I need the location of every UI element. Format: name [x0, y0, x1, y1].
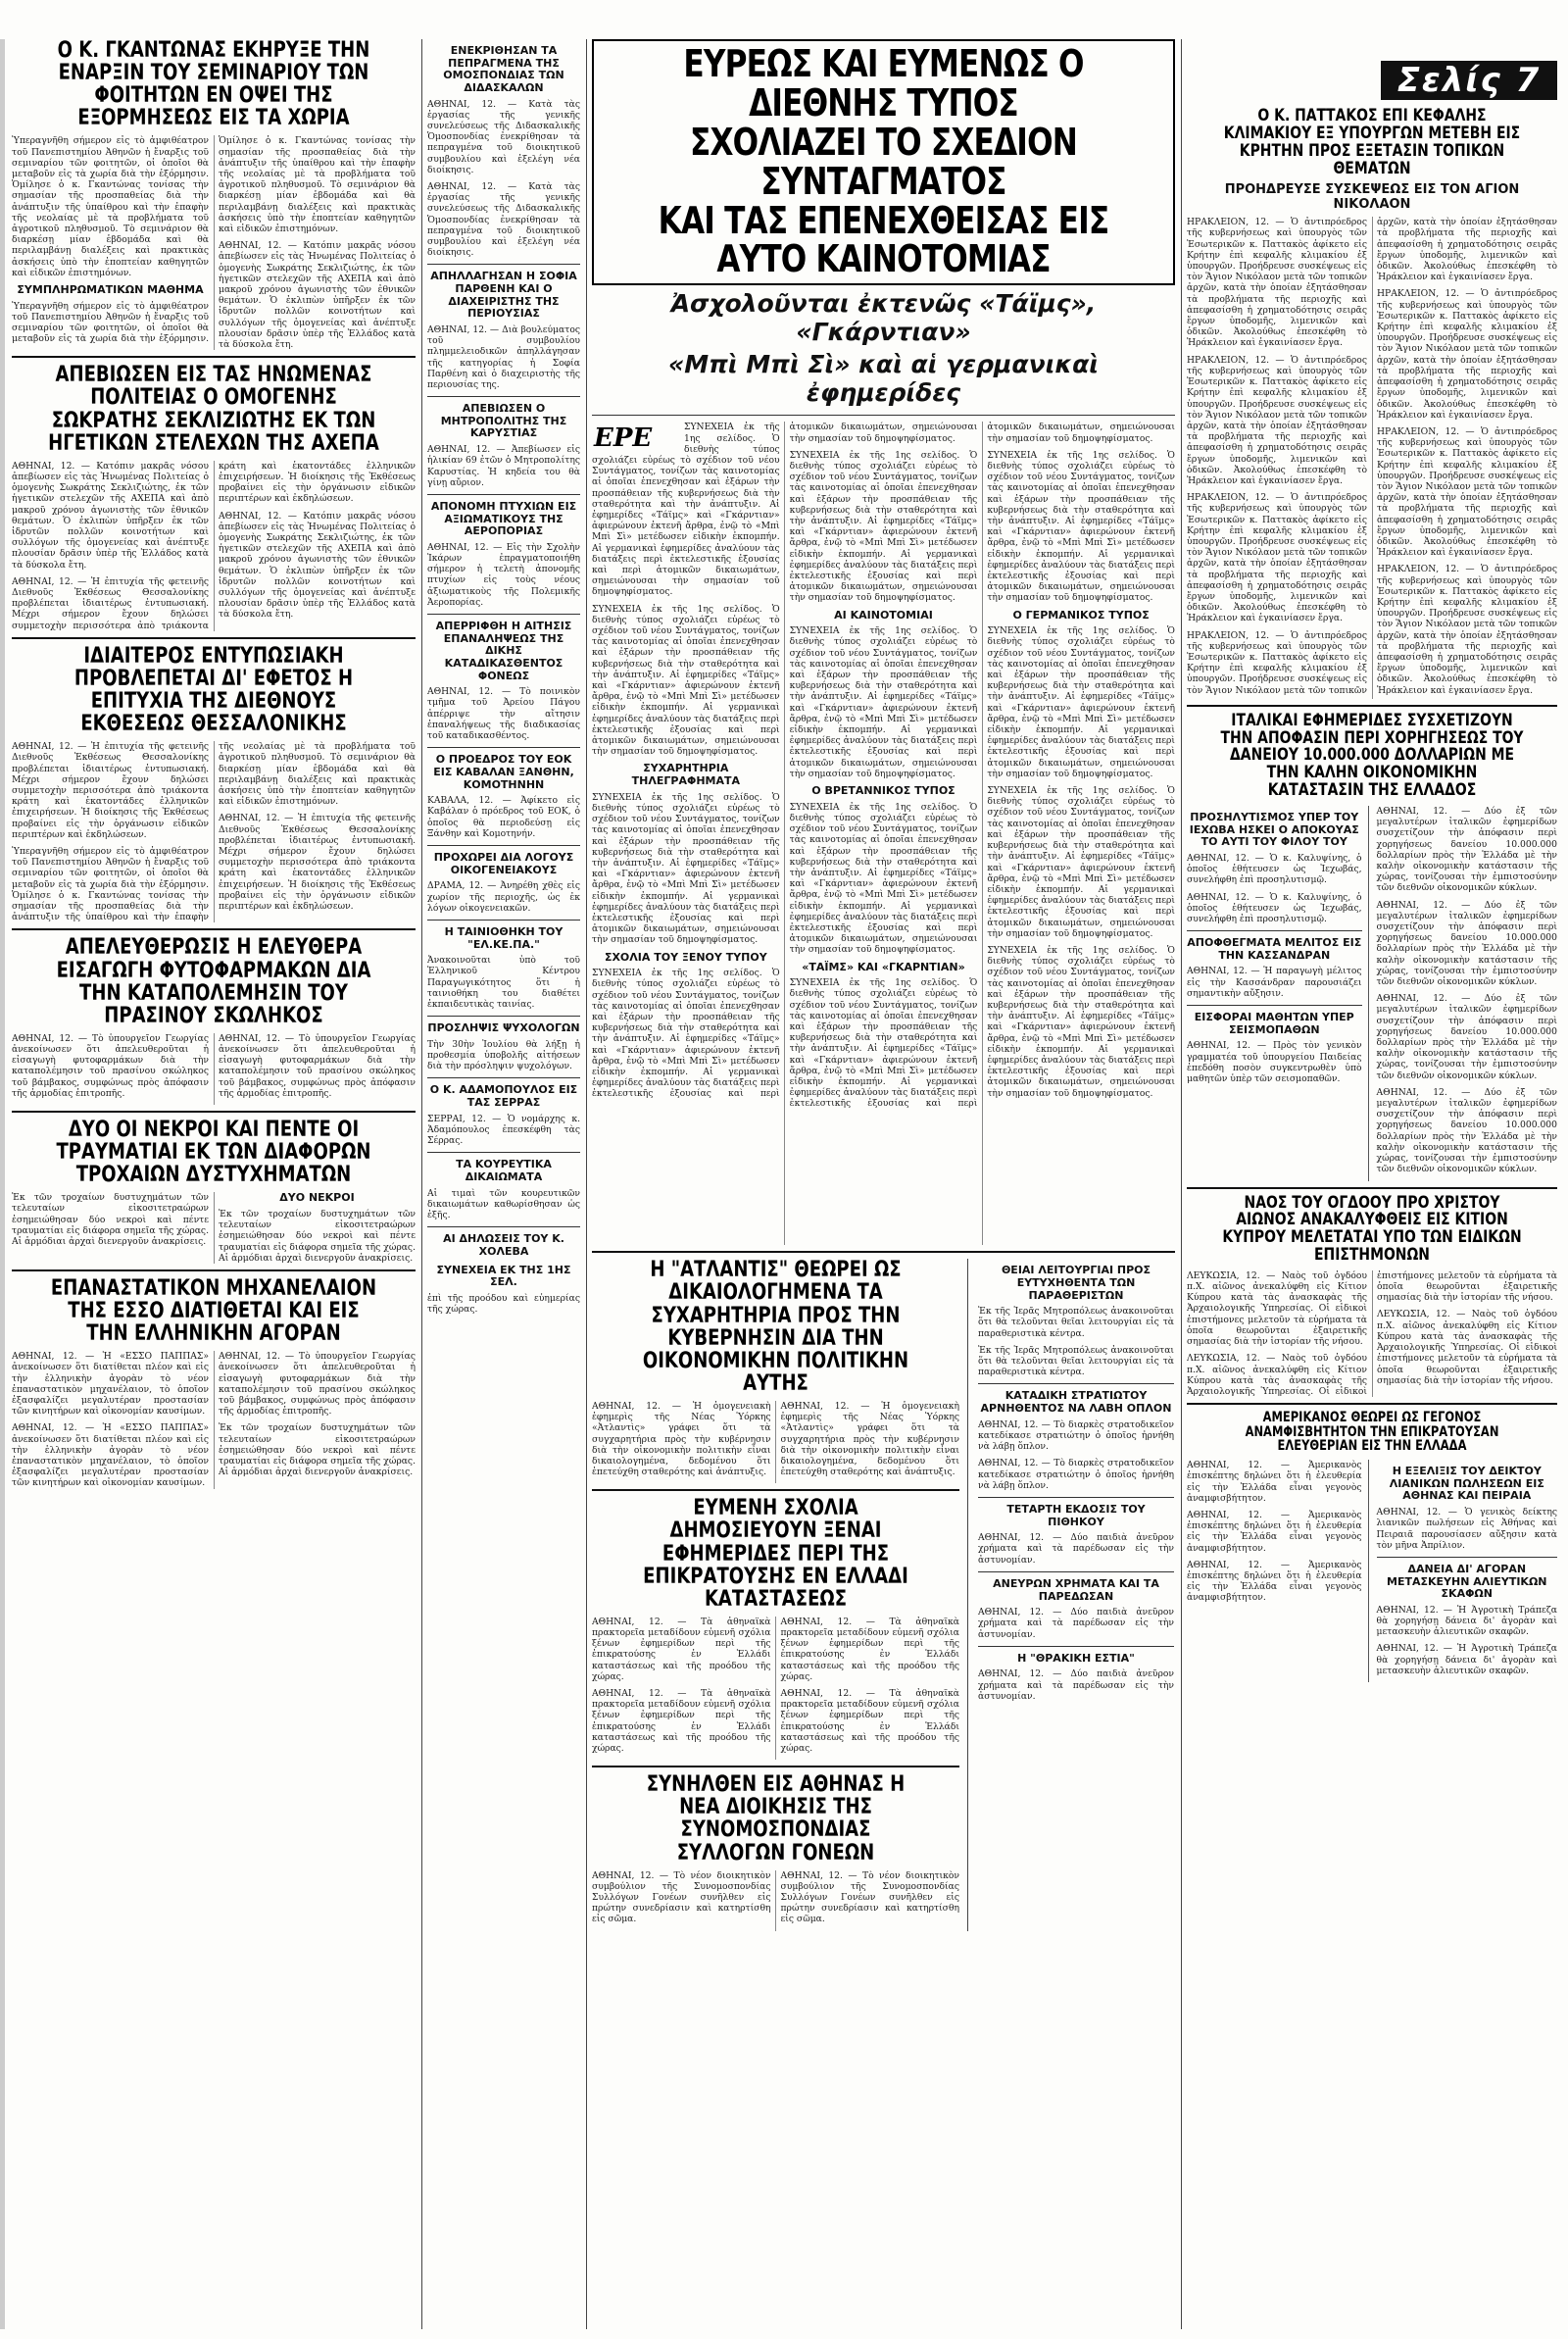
article-body: ΗΡΑΚΛΕΙΟΝ, 12. — Ὁ ἀντιπρόεδρος τῆς κυβερνήσεως καὶ ὑπουργὸς τῶν Ἐσωτερικῶν κ. Παττακὸς ἀφίκετο εἰς Κρήτην ἐπὶ κεφαλῆς κλιμακίου ἐξ ὑπουργῶν. Προήδρευσε συσκέψεως εἰς τὸν Ἅγιον Νικόλαον μετὰ τῶν τοπικῶν ἀρχῶν, κατὰ τὴν ὁποίαν ἐξητάσθησαν τὰ προβλήματα τῆς περιοχῆς καὶ ἀπεφασίσθη ἡ χρηματοδότησις σειρᾶς ἔργων ὑποδομῆς, λιμενικῶν καὶ ὁδικῶν. Ἀκολούθως ἐπεσκέφθη τὸ Ἡράκλειον καὶ ἐγκαινίασεν ἔργα.	[1377, 425, 1557, 559]
article-body: ΑΘΗΝΑΙ, 12. — Κατόπιν μακρᾶς νόσου ἀπεβίωσεν εἰς τὰς Ἡνωμένας Πολιτείας ὁ ὁμογενὴς Σωκράτης Σεκλιζιώτης, ἐκ τῶν ἡγετικῶν στελεχῶν τῆς ΑΧΕΠΑ καὶ ἀπὸ μακροῦ χρόνου ἀγωνιστὴς τῶν ἐθνικῶν θεμάτων. Ὁ ἐκλιπὼν ὑπῆρξεν ἐκ τῶν ἱδρυτῶν πολλῶν κοινοτήτων καὶ συλλόγων τῆς ὁμογενείας καὶ ἀνέπτυξε πλουσίαν δρᾶσιν ὑπὲρ τῆς Ἑλλάδος κατὰ τὰ δύσκολα ἔτη.	[219, 510, 416, 621]
article-body: ΗΡΑΚΛΕΙΟΝ, 12. — Ὁ ἀντιπρόεδρος τῆς κυβερνήσεως καὶ ὑπουργὸς τῶν Ἐσωτερικῶν κ. Παττακὸς ἀφίκετο εἰς Κρήτην ἐπὶ κεφαλῆς κλιμακίου ἐξ ὑπουργῶν. Προήδρευσε συσκέψεως εἰς τὸν Ἅγιον Νικόλαον μετὰ τῶν τοπικῶν ἀρχῶν, κατὰ τὴν ὁποίαν ἐξητάσθησαν τὰ προβλήματα τῆς περιοχῆς καὶ ἀπεφασίσθη ἡ χρηματοδότησις σειρᾶς ἔργων ὑποδομῆς, λιμενικῶν καὶ ὁδικῶν. Ἀκολούθως ἐπεσκέφθη τὸ Ἡράκλειον καὶ ἐγκαινίασεν ἔργα.	[1377, 288, 1557, 421]
column-rule	[1181, 39, 1182, 2329]
lead-headline-line: ΕΥΡΕΩΣ ΚΑΙ ΕΥΜΕΝΩΣ Ο ΔΙΕΘΝΗΣ ΤΥΠΟΣ	[683, 42, 1084, 124]
article-body: ΑΘΗΝΑΙ, 12. — Ἡ ἐπιτυχία τῆς φετεινῆς Διεθνοῦς Ἐκθέσεως Θεσσαλονίκης προβλέπεται ἰδιαιτέρως ἐντυπωσιακή. Μέχρι σήμερον ἔχουν δηλώσει συμμετοχὴν περισσότερα ἀπὸ τριάκοντα κράτη καὶ ἑκατοντάδες ἑλληνικῶν ἐπιχειρήσεων. Ἡ διοίκησις τῆς Ἐκθέσεως προβαίνει εἰς τὴν ὀργάνωσιν εἰδικῶν περιπτέρων καὶ ἐκδηλώσεων.	[219, 813, 416, 912]
article-body: Ἐκ τῆς Ἱερᾶς Μητροπόλεως ἀνακοινοῦται ὅτι θὰ τελοῦνται θεῖαι λειτουργίαι εἰς τὰ παραθεριστικὰ κέντρα.	[978, 1306, 1174, 1339]
article-body: ΔΡΑΜΑ, 12. — Ἀνηρέθη χθὲς εἰς χωρίον τῆς περιοχῆς, ὡς ἐκ λόγων οἰκογενειακῶν.	[427, 880, 580, 914]
article-body: ΑΘΗΝΑΙ, 12. — Ἡ Ἀγροτικὴ Τράπεζα θὰ χορηγήσῃ δάνεια δι' ἀγορὰν καὶ μετασκευὴν ἁλιευτικῶν σκαφῶν.	[1376, 1604, 1557, 1638]
lead-story	[592, 422, 1175, 1245]
article-body: ΑΘΗΝΑΙ, 12. — Ἡ Ἀγροτικὴ Τράπεζα θὰ χορηγήσῃ δάνεια δι' ἀγορὰν καὶ μετασκευὴν ἁλιευτικῶν σκαφῶν.	[1376, 1643, 1557, 1676]
left-column	[12, 39, 416, 2329]
article-body: ΑΘΗΝΑΙ, 12. — Ἀπεβίωσεν εἰς ἡλικίαν 69 ἐτῶν ὁ Μητροπολίτης Καρυστίας. Ἡ κηδεία του θὰ γίνῃ αὔριον.	[427, 444, 580, 488]
article-body: ΣΥΝΕΧΕΙΑ ἐκ τῆς 1ης σελίδος. Ὁ διεθνὴς τύπος σχολιάζει εὐρέως τὸ σχέδιον τοῦ νέου Συντάγματος, τονίζων τὰς καινοτομίας αἱ ὁποῖαι ἐπενεχθησαν καὶ ἐξάρων τὴν προσπάθειαν τῆς κυβερνήσεως διὰ τὴν σταθερότητα καὶ τὴν ἀνάπτυξιν. Αἱ ἐφημερίδες «Τάϊμς» καὶ «Γκάρντιαν» ἀφιερώνουν ἐκτενῆ ἄρθρα, ἐνῷ τὸ «Μπὶ Μπὶ Σὶ» μετέδωσεν εἰδικὴν ἐκπομπήν. Αἱ γερμανικαὶ ἐφημερίδες ἀναλύουν τὰς διατάξεις περὶ ἐκτελεστικῆς ἐξουσίας καὶ περὶ ἀτομικῶν δικαιωμάτων, σημειώνουσαι τὴν σημασίαν τοῦ δημοψηφίσματος.	[789, 422, 1175, 1110]
article-body: ΑΘΗΝΑΙ, 12. — Ἡ ὁμογενειακὴ ἐφημερὶς τῆς Νέας Ὑόρκης «Ἀτλαντὶς» γράφει ὅτι τὰ συγχαρητήρια πρὸς τὴν κυβέρνησιν διὰ τὴν οἰκονομικὴν πολιτικὴν εἶναι δικαιολογημένα, δεδομένου ὅτι ἐπετεύχθη σταθερότης καὶ ἀνάπτυξις.	[592, 1400, 771, 1478]
article-body: ΑΘΗΝΑΙ, 12. — Τὰ ἀθηναϊκὰ πρακτορεῖα μεταδίδουν εὐμενῆ σχόλια ξένων ἐφημερίδων περὶ τῆς ἐπικρατούσης ἐν Ἑλλάδι καταστάσεως καὶ τῆς προόδου τῆς χώρας.	[780, 1616, 959, 1682]
article-body: ΑΘΗΝΑΙ, 12. — Ἀμερικανὸς ἐπισκέπτης δηλώνει ὅτι ἡ ἐλευθερία εἰς τὴν Ἑλλάδα εἶναι γεγονὸς ἀναμφισβήτητον.	[1187, 1559, 1362, 1604]
article-body: ΗΡΑΚΛΕΙΟΝ, 12. — Ὁ ἀντιπρόεδρος τῆς κυβερνήσεως καὶ ὑπουργὸς τῶν Ἐσωτερικῶν κ. Παττακὸς ἀφίκετο εἰς Κρήτην ἐπὶ κεφαλῆς κλιμακίου ἐξ ὑπουργῶν. Προήδρευσε συσκέψεως εἰς τὸν Ἅγιον Νικόλαον μετὰ τῶν τοπικῶν ἀρχῶν, κατὰ τὴν ὁποίαν ἐξητάσθησαν τὰ προβλήματα τῆς περιοχῆς καὶ ἀπεφασίσθη ἡ χρηματοδότησις σειρᾶς ἔργων ὑποδομῆς, λιμενικῶν καὶ ὁδικῶν. Ἀκολούθως ἐπεσκέφθη τὸ Ἡράκλειον καὶ ἐγκαινίασεν ἔργα.	[1377, 564, 1557, 696]
svg-text:ΕΡΕ: ΕΡΕ	[594, 423, 653, 452]
article-body: Ἐκ τῆς Ἱερᾶς Μητροπόλεως ἀνακοινοῦται ὅτι θὰ τελοῦνται θεῖαι λειτουργίαι εἰς τὰ παραθεριστικὰ κέντρα.	[978, 1344, 1174, 1378]
right-column	[1187, 108, 1557, 2329]
article-body: ΣΥΝΕΧΕΙΑ ἐκ τῆς 1ης σελίδος. Ὁ διεθνὴς τύπος σχολιάζει εὐρέως τὸ σχέδιον τοῦ νέου Συντάγματος, τονίζων τὰς καινοτομίας αἱ ὁποῖαι ἐπενεχθησαν καὶ ἐξάρων τὴν προσπάθειαν τῆς κυβερνήσεως διὰ τὴν σταθερότητα καὶ τὴν ἀνάπτυξιν. Αἱ ἐφημερίδες «Τάϊμς» καὶ «Γκάρντιαν» ἀφιερώνουν ἐκτενῆ ἄρθρα, ἐνῷ τὸ «Μπὶ Μπὶ Σὶ» μετέδωσεν εἰδικὴν ἐκπομπήν. Αἱ γερμανικαὶ ἐφημερίδες ἀναλύουν τὰς διατάξεις περὶ ἐκτελεστικῆς ἐξουσίας καὶ περὶ ἀτομικῶν δικαιωμάτων, σημειώνουσαι τὴν σημασίαν τοῦ δημοψηφίσματος.	[592, 422, 978, 1100]
article-body: ΣΥΝΕΧΕΙΑ ἐκ τῆς 1ης σελίδος. Ὁ διεθνὴς τύπος σχολιάζει εὐρέως τὸ σχέδιον τοῦ νέου Συντάγματος, τονίζων τὰς καινοτομίας αἱ ὁποῖαι ἐπενεχθησαν καὶ ἐξάρων τὴν προσπάθειαν τῆς κυβερνήσεως διὰ τὴν σταθερότητα καὶ τὴν ἀνάπτυξιν. Αἱ ἐφημερίδες «Τάϊμς» καὶ «Γκάρντιαν» ἀφιερώνουν ἐκτενῆ ἄρθρα, ἐνῷ τὸ «Μπὶ Μπὶ Σὶ» μετέδωσεν εἰδικὴν ἐκπομπήν. Αἱ γερμανικαὶ ἐφημερίδες ἀναλύουν τὰς διατάξεις περὶ ἐκτελεστικῆς ἐξουσίας καὶ περὶ ἀτομικῶν δικαιωμάτων, σημειώνουσαι τὴν σημασίαν τοῦ δημοψηφίσματος.	[592, 422, 780, 598]
article-body: ΑΘΗΝΑΙ, 12. — Ὁ κ. Καλυψίνης, ὁ ὁποῖος ἐθήτευσεν ὡς Ἰεχωβάς, συνελήφθη ἐπὶ προσηλυτισμῷ.	[1187, 891, 1362, 924]
lead-subheadline: «Μπὶ Μπὶ Σὶ» καὶ αἱ γερμανικαὶ ἐφημερίδες	[667, 350, 1100, 408]
article-body: Ὑπεραγνῆθη σήμερον εἰς τὸ ἀμφιθέατρον τοῦ Πανεπιστημίου Ἀθηνῶν ἡ ἔναρξις τοῦ σεμιναρίου τῶν φοιτητῶν, οἱ ὁποῖοι θὰ μεταβοῦν εἰς τὰ χωρία διὰ τὴν ἐξόρμησιν. Ὁμίλησε ὁ κ. Γκαντώνας τονίσας τὴν σημασίαν τῆς προσπαθείας διὰ τὴν ἀνάπτυξιν τῆς ὑπαίθρου καὶ τὴν ἐπαφὴν τῆς νεολαίας μὲ τὰ προβλήματα τοῦ ἀγροτικοῦ πληθυσμοῦ. Τὸ σεμινάριον θὰ διαρκέσῃ μίαν ἑβδομάδα καὶ θὰ περιλαμβάνῃ διαλέξεις καὶ πρακτικὰς ἀσκήσεις ὑπὸ τὴν ἐποπτείαν καθηγητῶν καὶ εἰδικῶν ἐπιστημόνων.	[12, 135, 416, 345]
article-body: ΑΘΗΝΑΙ, 12. — Ὁ κ. Καλυψίνης, ὁ ὁποῖος ἐθήτευσεν ὡς Ἰεχωβάς, συνελήφθη ἐπὶ προσηλυτισμῷ.	[1187, 852, 1362, 886]
subheading: ΣΥΧΑΡΗΤΗΡΙΑ ΤΗΛΕΓΡΑΦΗΜΑΤΑ	[631, 762, 740, 788]
headline-liturgies: ΘΕΙΑΙ ΛΕΙΤΟΥΡΓΙΑΙ ΠΡΟΣ ΕΥΤΥΧΗΘΕΝΤΑ ΤΩΝ ΠΑΡΑΘΕΡΙΣΤΩΝ	[1001, 1264, 1152, 1302]
headline-atlantis: Η "ΑΤΛΑΝΤΙΣ" ΘΕΩΡΕΙ ΩΣ ΔΙΚΑΙΟΛΟΓΗΜΕΝΑ ΤΑ ΣΥΧΑΡΗΤΗΡΙΑ ΠΡΟΣ ΤΗΝ ΚΥΒΕΡΝΗΣΙΝ ΔΙΑ ΤΗΝ ΟΙΚΟΝΟΜΙΚΗΝ ΠΟΛΙΤΙΚΗΝ ΑΥΤΗΣ	[642, 1258, 909, 1396]
headline-elkepa: Η ΤΑΙΝΙΟΘΗΚΗ ΤΟΥ "ΕΛ.ΚΕ.ΠΑ."	[444, 924, 564, 951]
article-body: ΑΘΗΝΑΙ, 12. — Ἡ «ΕΣΣΟ ΠΑΠΠΑΣ» ἀνεκοίνωσεν ὅτι διατίθεται πλέον καὶ εἰς τὴν ἑλληνικὴν ἀγορὰν τὸ νέον ἐπαναστατικὸν μηχανέλαιον, τὸ ὁποῖον ἐξασφαλίζει μεγαλυτέραν προστασίαν τῶν κινητήρων καὶ οἰκονομίαν καυσίμων.	[12, 1351, 209, 1418]
article-body: ΑΘΗΝΑΙ, 12. — Δύο παιδιὰ ἀνεῦρον χρήματα καὶ τὰ παρέδωσαν εἰς τὴν ἀστυνομίαν.	[978, 1532, 1174, 1566]
article-body: ΛΕΥΚΩΣΙΑ, 12. — Ναὸς τοῦ ὀγδόου π.Χ. αἰῶνος ἀνεκαλύφθη εἰς Κίτιον Κύπρου κατὰ τὰς ἀνασκαφὰς τῆς Ἀρχαιολογικῆς Ὑπηρεσίας. Οἱ εἰδικοὶ ἐπιστήμονες μελετοῦν τὰ εὑρήματα τὰ ὁποῖα θεωροῦνται ἐξαιρετικῆς σημασίας διὰ τὴν ἱστορίαν τῆς νήσου.	[1377, 1309, 1557, 1386]
article-body: Τὴν 30ὴν Ἰουλίου θὰ λήξῃ ἡ προθεσμία ὑποβολῆς αἰτήσεων διὰ τὴν πρόσληψιν ψυχολόγων.	[427, 1038, 580, 1072]
subheading: ΣΧΟΛΙΑ ΤΟΥ ΞΕΝΟΥ ΤΥΠΟΥ	[604, 950, 767, 964]
article-body: ΣΥΝΕΧΕΙΑ ἐκ τῆς 1ης σελίδος. Ὁ διεθνὴς τύπος σχολιάζει εὐρέως τὸ σχέδιον τοῦ νέου Συντάγματος, τονίζων τὰς καινοτομίας αἱ ὁποῖαι ἐπενεχθησαν καὶ ἐξάρων τὴν προσπάθειαν τῆς κυβερνήσεως διὰ τὴν σταθερότητα καὶ τὴν ἀνάπτυξιν. Αἱ ἐφημερίδες «Τάϊμς» καὶ «Γκάρντιαν» ἀφιερώνουν ἐκτενῆ ἄρθρα, ἐνῷ τὸ «Μπὶ Μπὶ Σὶ» μετέδωσεν εἰδικὴν ἐκπομπήν. Αἱ γερμανικαὶ ἐφημερίδες ἀναλύουν τὰς διατάξεις περὶ ἐκτελεστικῆς ἐξουσίας καὶ περὶ ἀτομικῶν δικαιωμάτων, σημειώνουσαι τὴν σημασίαν τοῦ δημοψηφίσματος.	[789, 625, 978, 779]
subheading: ΑΙ ΚΑΙΝΟΤΟΜΙΑΙ	[834, 608, 933, 622]
article-body: ΚΑΒΑΛΑ, 12. — Ἀφίκετο εἰς Καβάλαν ὁ πρόεδρος τοῦ ΕΟΚ, ὁ ὁποῖος θὰ περιοδεύσῃ εἰς Ξάνθην καὶ Κομοτηνήν.	[427, 795, 580, 839]
article-body: ἐπὶ τῆς προόδου καὶ εὐημερίας τῆς χώρας.	[427, 1292, 580, 1315]
headline-american-freedom: ΑΜΕΡΙΚΑΝΟΣ ΘΕΩΡΕΙ ΩΣ ΓΕΓΟΝΟΣ ΑΝΑΜΦΙΣΒΗΤΗΤΟΝ ΤΗΝ ΕΠΙΚΡΑΤΟΥΣΑΝ ΕΛΕΥΘΕΡΙΑΝ ΕΙΣ ΤΗΝ ΕΛΛΑΔΑ	[1245, 1410, 1499, 1455]
headline-fourth-edition: ΤΕΤΑΡΤΗ ΕΚΔΟΣΙΣ ΤΟΥ ΠΙΘΗΚΟΥ	[1006, 1502, 1146, 1528]
headline-soldier: ΚΑΤΑΔΙΚΗ ΣΤΡΑΤΙΩΤΟΥ ΑΡΝΗΘΕΝΤΟΣ ΝΑ ΛΑΒΗ ΟΠΛΟΝ	[980, 1389, 1172, 1416]
article-body: ΑΘΗΝΑΙ, 12. — Τὰ ἀθηναϊκὰ πρακτορεῖα μεταδίδουν εὐμενῆ σχόλια ξένων ἐφημερίδων περὶ τῆς ἐπικρατούσης ἐν Ἑλλάδι καταστάσεως καὶ τῆς προόδου τῆς χώρας.	[592, 1616, 771, 1682]
article-body: ΣΕΡΡΑΙ, 12. — Ὁ νομάρχης κ. Ἀδαμόπουλος ἐπεσκέφθη τὰς Σέρρας.	[427, 1113, 580, 1147]
article-body: ΑΘΗΝΑΙ, 12. — Τὰ ἀθηναϊκὰ πρακτορεῖα μεταδίδουν εὐμενῆ σχόλια ξένων ἐφημερίδων περὶ τῆς ἐπικρατούσης ἐν Ἑλλάδι καταστάσεως καὶ τῆς προόδου τῆς χώρας.	[780, 1688, 959, 1755]
article-body: ΑΘΗΝΑΙ, 12. — Τὸ νέον διοικητικὸν συμβούλιον τῆς Συνομοσπονδίας Συλλόγων Γονέων συνῆλθεν εἰς πρώτην συνεδρίασιν καὶ κατηρτίσθη εἰς σῶμα.	[592, 1869, 771, 1925]
continuation-label: ΣΥΝΕΧΕΙΑ ΕΚ ΤΗΣ 1ΗΣ ΣΕΛ.	[436, 1263, 571, 1289]
headline-foreign-press: ΕΥΜΕΝΗ ΣΧΟΛΙΑ ΔΗΜΟΣΙΕΥΟΥΝ ΞΕΝΑΙ ΕΦΗΜΕΡΙΔΕΣ ΠΕΡΙ ΤΗΣ ΕΠΙΚΡΑΤΟΥΣΗΣ ΕΝ ΕΛΛΑΔΙ ΚΑΤΑΣΤΑΣΕΩΣ	[643, 1496, 908, 1612]
article-body: ΑΘΗΝΑΙ, 12. — Ἡ παραγωγὴ μέλιτος εἰς τὴν Κασσάνδραν παρουσιάζει σημαντικὴν αὔξησιν.	[1187, 966, 1362, 999]
article-body: ΣΥΝΕΧΕΙΑ ἐκ τῆς 1ης σελίδος. Ὁ διεθνὴς τύπος σχολιάζει εὐρέως τὸ σχέδιον τοῦ νέου Συντάγματος, τονίζων τὰς καινοτομίας αἱ ὁποῖαι ἐπενεχθησαν καὶ ἐξάρων τὴν προσπάθειαν τῆς κυβερνήσεως διὰ τὴν σταθερότητα καὶ τὴν ἀνάπτυξιν. Αἱ ἐφημερίδες «Τάϊμς» καὶ «Γκάρντιαν» ἀφιερώνουν ἐκτενῆ ἄρθρα, ἐνῷ τὸ «Μπὶ Μπὶ Σὶ» μετέδωσεν εἰδικὴν ἐκπομπήν. Αἱ γερμανικαὶ ἐφημερίδες ἀναλύουν τὰς διατάξεις περὶ ἐκτελεστικῆς ἐξουσίας καὶ περὶ ἀτομικῶν δικαιωμάτων, σημειώνουσαι τὴν σημασίαν τοῦ δημοψηφίσματος.	[592, 603, 780, 758]
subheading: ΠΡΟΗΔΡΕΥΣΕ ΣΥΣΚΕΨΕΩΣ ΕΙΣ ΤΟΝ ΑΓΙΟΝ ΝΙΚΟΛΑΟΝ	[1224, 182, 1520, 213]
article-body: ΣΥΝΕΧΕΙΑ ἐκ τῆς 1ης σελίδος. Ὁ διεθνὴς τύπος σχολιάζει εὐρέως τὸ σχέδιον τοῦ νέου Συντάγματος, τονίζων τὰς καινοτομίας αἱ ὁποῖαι ἐπενεχθησαν καὶ ἐξάρων τὴν προσπάθειαν τῆς κυβερνήσεως διὰ τὴν σταθερότητα καὶ τὴν ἀνάπτυξιν. Αἱ ἐφημερίδες «Τάϊμς» καὶ «Γκάρντιαν» ἀφιερώνουν ἐκτενῆ ἄρθρα, ἐνῷ τὸ «Μπὶ Μπὶ Σὶ» μετέδωσεν εἰδικὴν ἐκπομπήν. Αἱ γερμανικαὶ ἐφημερίδες ἀναλύουν τὰς διατάξεις περὶ ἐκτελεστικῆς ἐξουσίας καὶ περὶ ἀτομικῶν δικαιωμάτων, σημειώνουσαι τὴν σημασίαν τοῦ δημοψηφίσματος.	[987, 449, 1175, 604]
narrow-column	[427, 39, 580, 2329]
article-body: ΑΘΗΝΑΙ, 12. — Δύο ἐξ τῶν μεγαλυτέρων ἰταλικῶν ἐφημερίδων συσχετίζουν τὴν ἀπόφασιν περὶ χορηγήσεως δανείου 10.000.000 δολλαρίων πρὸς τὴν Ἑλλάδα μὲ τὴν καλὴν οἰκονομικὴν κατάστασιν τῆς χώρας, τονίζουσαι τὴν ἐμπιστοσύνην τῶν διεθνῶν οἰκονομικῶν κύκλων.	[1376, 806, 1557, 894]
article-body: ΑΘΗΝΑΙ, 12. — Δύο ἐξ τῶν μεγαλυτέρων ἰταλικῶν ἐφημερίδων συσχετίζουν τὴν ἀπόφασιν περὶ χορηγήσεως δανείου 10.000.000 δολλαρίων πρὸς τὴν Ἑλλάδα μὲ τὴν καλὴν οἰκονομικὴν κατάστασιν τῆς χώρας, τονίζουσαι τὴν ἐμπιστοσύνην τῶν διεθνῶν οἰκονομικῶν κύκλων.	[1376, 899, 1557, 988]
column-rule	[586, 39, 587, 2329]
headline-jehovah: ΠΡΟΣΗΛΥΤΙΣΜΟΣ ΥΠΕΡ ΤΟΥ ΙΕΧΩΒΑ ΗΣΚΕΙ Ο ΑΠΟΚΟΥΑΣ ΤΟ ΑΥΤΙ ΤΟΥ ΦΙΛΟΥ ΤΟΥ	[1189, 811, 1359, 849]
center-column	[592, 39, 1175, 2329]
article-body: ΗΡΑΚΛΕΙΟΝ, 12. — Ὁ ἀντιπρόεδρος τῆς κυβερνήσεως καὶ ὑπουργὸς τῶν Ἐσωτερικῶν κ. Παττακὸς ἀφίκετο εἰς Κρήτην ἐπὶ κεφαλῆς κλιμακίου ἐξ ὑπουργῶν. Προήδρευσε συσκέψεως εἰς τὸν Ἅγιον Νικόλαον μετὰ τῶν τοπικῶν ἀρχῶν, κατὰ τὴν ὁποίαν ἐξητάσθησαν τὰ προβλήματα τῆς περιοχῆς καὶ ἀπεφασίσθη ἡ χρηματοδότησις σειρᾶς ἔργων ὑποδομῆς, λιμενικῶν καὶ ὁδικῶν. Ἀκολούθως ἐπεσκέφθη τὸ Ἡράκλειον καὶ ἐγκαινίασεν ἔργα.	[1187, 492, 1367, 624]
subheading: Ο ΓΕΡΜΑΝΙΚΟΣ ΤΥΠΟΣ	[1012, 608, 1150, 622]
headline-honey: ΑΠΟΦΘΕΓΜΑΤΑ ΜΕΛΙΤΟΣ ΕΙΣ ΤΗΝ ΚΑΣΣΑΝΔΡΑΝ	[1187, 936, 1362, 962]
article-body: ΑΘΗΝΑΙ, 12. — Τὸ ὑπουργεῖον Γεωργίας ἀνεκοίνωσεν ὅτι ἀπελευθεροῦται ἡ εἰσαγωγὴ φυτοφαρμάκων διὰ τὴν καταπολέμησιν τοῦ πρασίνου σκώληκος τοῦ βάμβακος, συμφώνως πρὸς ἀπόφασιν τῆς ἁρμοδίας ἐπιτροπῆς.	[219, 1351, 416, 1418]
article-body: ΣΥΝΕΧΕΙΑ ἐκ τῆς 1ης σελίδος. Ὁ διεθνὴς τύπος σχολιάζει εὐρέως τὸ σχέδιον τοῦ νέου Συντάγματος, τονίζων τὰς καινοτομίας αἱ ὁποῖαι ἐπενεχθησαν καὶ ἐξάρων τὴν προσπάθειαν τῆς κυβερνήσεως διὰ τὴν σταθερότητα καὶ τὴν ἀνάπτυξιν. Αἱ ἐφημερίδες «Τάϊμς» καὶ «Γκάρντιαν» ἀφιερώνουν ἐκτενῆ ἄρθρα, ἐνῷ τὸ «Μπὶ Μπὶ Σὶ» μετέδωσεν εἰδικὴν ἐκπομπήν. Αἱ γερμανικαὶ ἐφημερίδες ἀναλύουν τὰς διατάξεις περὶ ἐκτελεστικῆς ἐξουσίας καὶ περὶ ἀτομικῶν δικαιωμάτων, σημειώνουσαι τὴν σημασίαν τοῦ δημοψηφίσματος.	[987, 625, 1175, 779]
ere-logo-icon	[592, 422, 678, 451]
article-body: ΑΘΗΝΑΙ, 12. — Τὸ ποινικὸν τμῆμα τοῦ Ἀρείου Πάγου ἀπέρριψε τὴν αἴτησιν ἐπαναλήψεως τῆς διαδικασίας τοῦ καταδικασθέντος.	[427, 686, 580, 742]
article-body: ΗΡΑΚΛΕΙΟΝ, 12. — Ὁ ἀντιπρόεδρος τῆς κυβερνήσεως καὶ ὑπουργὸς τῶν Ἐσωτερικῶν κ. Παττακὸς ἀφίκετο εἰς Κρήτην ἐπὶ κεφαλῆς κλιμακίου ἐξ ὑπουργῶν. Προήδρευσε συσκέψεως εἰς τὸν Ἅγιον Νικόλαον μετὰ τῶν τοπικῶν ἀρχῶν, κατὰ τὴν ὁποίαν ἐξητάσθησαν τὰ προβλήματα τῆς περιοχῆς καὶ ἀπεφασίσθη ἡ χρηματοδότησις σειρᾶς ἔργων ὑποδομῆς, λιμενικῶν καὶ ὁδικῶν. Ἀκολούθως ἐπεσκέφθη τὸ Ἡράκλειον καὶ ἐγκαινίασεν ἔργα.	[1187, 217, 1367, 349]
headline-accidents: ΔΥΟ ΟΙ ΝΕΚΡΟΙ ΚΑΙ ΠΕΝΤΕ ΟΙ ΤΡΑΥΜΑΤΙΑΙ ΕΚ ΤΩΝ ΔΙΑΦΟΡΩΝ ΤΡΟΧΑΙΩΝ ΔΥΣΤΥΧΗΜΑΤΩΝ	[56, 1118, 371, 1188]
article-body: Ἀνακοινοῦται ὑπὸ τοῦ Ἑλληνικοῦ Κέντρου Παραγωγικότητος ὅτι ἡ ταινιοθήκη του διαθέτει ἐκπαιδευτικὰς ταινίας.	[427, 955, 580, 1010]
article-body: Ἐκ τῶν τροχαίων δυστυχημάτων τῶν τελευταίων εἰκοσιτετραώρων ἐσημειώθησαν δύο νεκροὶ καὶ πέντε τραυματίαι εἰς διάφορα σημεῖα τῆς χώρας. Αἱ ἁρμόδιαι ἀρχαὶ διενεργοῦν ἀνακρίσεις.	[12, 1192, 209, 1248]
article-body: ΣΥΝΕΧΕΙΑ ἐκ τῆς 1ης σελίδος. Ὁ διεθνὴς τύπος σχολιάζει εὐρέως τὸ σχέδιον τοῦ νέου Συντάγματος, τονίζων τὰς καινοτομίας αἱ ὁποῖαι ἐπενεχθησαν καὶ ἐξάρων τὴν προσπάθειαν τῆς κυβερνήσεως διὰ τὴν σταθερότητα καὶ τὴν ἀνάπτυξιν. Αἱ ἐφημερίδες «Τάϊμς» καὶ «Γκάρντιαν» ἀφιερώνουν ἐκτενῆ ἄρθρα, ἐνῷ τὸ «Μπὶ Μπὶ Σὶ» μετέδωσεν εἰδικὴν ἐκπομπήν. Αἱ γερμανικαὶ ἐφημερίδες ἀναλύουν τὰς διατάξεις περὶ ἐκτελεστικῆς ἐξουσίας καὶ περὶ ἀτομικῶν δικαιωμάτων, σημειώνουσαι τὴν σημασίαν τοῦ δημοψηφίσματος.	[789, 801, 978, 956]
article-body: Ὑπεραγνῆθη σήμερον εἰς τὸ ἀμφιθέατρον τοῦ Πανεπιστημίου Ἀθηνῶν ἡ ἔναρξις τοῦ σεμιναρίου τῶν φοιτητῶν, οἱ ὁποῖοι θὰ μεταβοῦν εἰς τὰ χωρία διὰ τὴν ἐξόρμησιν. Ὁμίλησε ὁ κ. Γκαντώνας τονίσας τὴν σημασίαν τῆς προσπαθείας διὰ τὴν ἀνάπτυξιν τῆς ὑπαίθρου καὶ τὴν ἐπαφὴν τῆς νεολαίας μὲ τὰ προβλήματα τοῦ ἀγροτικοῦ πληθυσμοῦ. Τὸ σεμινάριον θὰ διαρκέσῃ μίαν ἑβδομάδα καὶ θὰ περιλαμβάνῃ διαλέξεις καὶ πρακτικὰς ἀσκήσεις ὑπὸ τὴν ἐποπτείαν καθηγητῶν καὶ εἰδικῶν ἐπιστημόνων.	[12, 135, 209, 278]
article-body: ΣΥΝΕΧΕΙΑ ἐκ τῆς 1ης σελίδος. Ὁ διεθνὴς τύπος σχολιάζει εὐρέως τὸ σχέδιον τοῦ νέου Συντάγματος, τονίζων τὰς καινοτομίας αἱ ὁποῖαι ἐπενεχθησαν καὶ ἐξάρων τὴν προσπάθειαν τῆς κυβερνήσεως διὰ τὴν σταθερότητα καὶ τὴν ἀνάπτυξιν. Αἱ ἐφημερίδες «Τάϊμς» καὶ «Γκάρντιαν» ἀφιερώνουν ἐκτενῆ ἄρθρα, ἐνῷ τὸ «Μπὶ Μπὶ Σὶ» μετέδωσεν εἰδικὴν ἐκπομπήν. Αἱ γερμανικαὶ ἐφημερίδες ἀναλύουν τὰς διατάξεις περὶ ἐκτελεστικῆς ἐξουσίας καὶ περὶ ἀτομικῶν δικαιωμάτων, σημειώνουσαι τὴν σημασίαν τοῦ δημοψηφίσματος.	[789, 449, 978, 604]
subheading: ΔΥΟ ΝΕΚΡΟΙ	[279, 1191, 355, 1205]
article-body: ΗΡΑΚΛΕΙΟΝ, 12. — Ὁ ἀντιπρόεδρος τῆς κυβερνήσεως καὶ ὑπουργὸς τῶν Ἐσωτερικῶν κ. Παττακὸς ἀφίκετο εἰς Κρήτην ἐπὶ κεφαλῆς κλιμακίου ἐξ ὑπουργῶν. Προήδρευσε συσκέψεως εἰς τὸν Ἅγιον Νικόλαον μετὰ τῶν τοπικῶν ἀρχῶν, κατὰ τὴν ὁποίαν ἐξητάσθησαν τὰ προβλήματα τῆς περιοχῆς καὶ ἀπεφασίσθη ἡ χρηματοδότησις σειρᾶς ἔργων ὑποδομῆς, λιμενικῶν καὶ ὁδικῶν. Ἀκολούθως ἐπεσκέφθη τὸ Ἡράκλειον καὶ ἐγκαινίασεν ἔργα.	[1187, 354, 1367, 486]
binding-edge	[0, 39, 5, 2329]
article-body: ΛΕΥΚΩΣΙΑ, 12. — Ναὸς τοῦ ὀγδόου π.Χ. αἰῶνος ἀνεκαλύφθη εἰς Κίτιον Κύπρου κατὰ τὰς ἀνασκαφὰς τῆς Ἀρχαιολογικῆς Ὑπηρεσίας. Οἱ εἰδικοὶ ἐπιστήμονες μελετοῦν τὰ εὑρήματα τὰ ὁποῖα θεωροῦνται ἐξαιρετικῆς σημασίας διὰ τὴν ἱστορίαν τῆς νήσου.	[1187, 1269, 1557, 1397]
headline-sofia: ΑΠΗΛΛΑΓΗΣΑΝ Η ΣΟΦΙΑ ΠΑΡΘΕΝΗ ΚΑΙ Ο ΔΙΑΧΕΙΡΙΣΤΗΣ ΤΗΣ ΠΕΡΙΟΥΣΙΑΣ	[430, 270, 577, 321]
article-body: Ἐκ τῶν τροχαίων δυστυχημάτων τῶν τελευταίων εἰκοσιτετραώρων ἐσημειώθησαν δύο νεκροὶ καὶ πέντε τραυματίαι εἰς διάφορα σημεῖα τῆς χώρας. Αἱ ἁρμόδιαι ἀρχαὶ διενεργοῦν ἀνακρίσεις.	[219, 1422, 416, 1478]
headline-retail-index: Η ΕΞΕΛΙΞΙΣ ΤΟΥ ΔΕΙΚΤΟΥ ΛΙΑΝΙΚΩΝ ΠΩΛΗΣΕΩΝ ΕΙΣ ΑΘΗΝΑΣ ΚΑΙ ΠΕΙΡΑΙΑ	[1389, 1465, 1544, 1503]
headline-eok: Ο ΠΡΟΕΔΡΟΣ ΤΟΥ ΕΟΚ ΕΙΣ ΚΑΒΑΛΑΝ ΞΑΝΘΗΝ, ΚΟΜΟΤΗΝΗΝ	[433, 753, 574, 791]
lead-headline-line: ΚΑΙ ΤΑΣ ΕΠΕΝΕΧΘΕΙΣΑΣ ΕΙΣ ΑΥΤΟ ΚΑΙΝΟΤΟΜΙΑΣ	[658, 198, 1109, 281]
article-body: ΗΡΑΚΛΕΙΟΝ, 12. — Ὁ ἀντιπρόεδρος τῆς κυβερνήσεως καὶ ὑπουργὸς τῶν Ἐσωτερικῶν κ. Παττακὸς ἀφίκετο εἰς Κρήτην ἐπὶ κεφαλῆς κλιμακίου ἐξ ὑπουργῶν. Προήδρευσε συσκέψεως εἰς τὸν Ἅγιον Νικόλαον μετὰ τῶν τοπικῶν ἀρχῶν, κατὰ τὴν ὁποίαν ἐξητάσθησαν τὰ προβλήματα τῆς περιοχῆς καὶ ἀπεφασίσθη ἡ χρηματοδότησις σειρᾶς ἔργων ὑποδομῆς, λιμενικῶν καὶ ὁδικῶν. Ἀκολούθως ἐπεσκέφθη τὸ Ἡράκλειον καὶ ἐγκαινίασεν ἔργα.	[1187, 217, 1557, 696]
article-body: ΑΘΗΝΑΙ, 12. — Τὸ διαρκὲς στρατοδικεῖον κατεδίκασε στρατιώτην ὁ ὁποῖος ἠρνήθη νὰ λάβῃ ὅπλον.	[978, 1418, 1174, 1453]
subheading: ΣΥΜΠΛΗΡΩΜΑΤΙΚΩΝ ΜΑΘΗΜΑ	[17, 283, 204, 297]
article-body: ΑΘΗΝΑΙ, 12. — Κατὰ τὰς ἐργασίας τῆς γενικῆς συνελεύσεως τῆς Διδασκαλικῆς Ὁμοσπονδίας ἐνεκρίθησαν τὰ πεπραγμένα τοῦ διοικητικοῦ συμβουλίου καὶ ἐξελέγη νέα διοίκησις.	[427, 98, 580, 175]
article-body: ΑΘΗΝΑΙ, 12. — Δύο ἐξ τῶν μεγαλυτέρων ἰταλικῶν ἐφημερίδων συσχετίζουν τὴν ἀπόφασιν περὶ χορηγήσεως δανείου 10.000.000 δολλαρίων πρὸς τὴν Ἑλλάδα μὲ τὴν καλὴν οἰκονομικὴν κατάστασιν τῆς χώρας, τονίζουσαι τὴν ἐμπιστοσύνην τῶν διεθνῶν οἰκονομικῶν κύκλων.	[1376, 993, 1557, 1081]
headline-metropolitan: ΑΠΕΒΙΩΣΕΝ Ο ΜΗΤΡΟΠΟΛΙΤΗΣ ΤΗΣ ΚΑΡΥΣΤΙΑΣ	[440, 402, 567, 440]
article-body: ΑΘΗΝΑΙ, 12. — Εἰς τὴν Σχολὴν Ἰκάρων ἐπραγματοποιήθη σήμερον ἡ τελετὴ ἀπονομῆς πτυχίων εἰς τοὺς νέους ἀξιωματικοὺς τῆς Πολεμικῆς Ἀεροπορίας.	[427, 541, 580, 608]
article-body: ΑΘΗΝΑΙ, 12. — Ἡ «ΕΣΣΟ ΠΑΠΠΑΣ» ἀνεκοίνωσεν ὅτι διατίθεται πλέον καὶ εἰς τὴν ἑλληνικὴν ἀγορὰν τὸ νέον ἐπαναστατικὸν μηχανέλαιον, τὸ ὁποῖον ἐξασφαλίζει μεγαλυτέραν προστασίαν τῶν κινητήρων καὶ οἰκονομίαν καυσίμων.	[12, 1422, 209, 1489]
article-body: ΑΘΗΝΑΙ, 12. — Πρὸς τὸν γενικὸν γραμματέα τοῦ ὑπουργείου Παιδείας ἐπεδόθη ποσὸν συγκεντρωθὲν ὑπὸ μαθητῶν ὑπὲρ τῶν σεισμοπαθῶν.	[1187, 1040, 1362, 1084]
headline-esso: ΕΠΑΝΑΣΤΑΤΙΚΟΝ ΜΗΧΑΝΕΛΑΙΟΝ ΤΗΣ ΕΣΣΟ ΔΙΑΤΙΘΕΤΑΙ ΚΑΙ ΕΙΣ ΤΗΝ ΕΛΛΗΝΙΚΗΝ ΑΓΟΡΑΝ	[50, 1275, 377, 1347]
headline-italian-papers: ΙΤΑΛΙΚΑΙ ΕΦΗΜΕΡΙΔΕΣ ΣΥΣΧΕΤΙΖΟΥΝ ΤΗΝ ΑΠΟΦΑΣΙΝ ΠΕΡΙ ΧΟΡΗΓΗΣΕΩΣ ΤΟΥ ΔΑΝΕΙΟΥ 10.000.000 ΔΟΛΛΑΡΙΩΝ ΜΕ ΤΗΝ ΚΑΛΗΝ ΟΙΚΟΝΟΜΙΚΗΝ ΚΑΤΑΣΤΑΣΙΝ ΤΗΣ ΕΛΛΑΔΟΣ	[1220, 710, 1524, 801]
article-body: ΣΥΝΕΧΕΙΑ ἐκ τῆς 1ης σελίδος. Ὁ διεθνὴς τύπος σχολιάζει εὐρέως τὸ σχέδιον τοῦ νέου Συντάγματος, τονίζων τὰς καινοτομίας αἱ ὁποῖαι ἐπενεχθησαν καὶ ἐξάρων τὴν προσπάθειαν τῆς κυβερνήσεως διὰ τὴν σταθερότητα καὶ τὴν ἀνάπτυξιν. Αἱ ἐφημερίδες «Τάϊμς» καὶ «Γκάρντιαν» ἀφιερώνουν ἐκτενῆ ἄρθρα, ἐνῷ τὸ «Μπὶ Μπὶ Σὶ» μετέδωσεν εἰδικὴν ἐκπομπήν. Αἱ γερμανικαὶ ἐφημερίδες ἀναλύουν τὰς διατάξεις περὶ ἐκτελεστικῆς ἐξουσίας καὶ περὶ ἀτομικῶν δικαιωμάτων, σημειώνουσαι τὴν σημασίαν τοῦ δημοψηφίσματος.	[987, 944, 1175, 1099]
page-number-label: Σελίς 7	[1381, 61, 1557, 100]
headline-barber: ΤΑ ΚΟΥΡΕΥΤΙΚΑ ΔΙΚΑΙΩΜΑΤΑ	[456, 1158, 552, 1183]
headline-airforce: ΑΠΟΝΟΜΗ ΠΤΥΧΙΩΝ ΕΙΣ ΑΞΙΩΜΑΤΙΚΟΥΣ ΤΗΣ ΑΕΡΟΠΟΡΙΑΣ	[430, 499, 577, 538]
headline-seklizioti: ΑΠΕΒΙΩΣΕΝ ΕΙΣ ΤΑΣ ΗΝΩΜΕΝΑΣ ΠΟΛΙΤΕΙΑΣ Ο ΟΜΟΓΕΝΗΣ ΣΩΚΡΑΤΗΣ ΣΕΚΛΙΖΙΩΤΗΣ ΕΚ ΤΩΝ ΗΓΕΤΙΚΩΝ ΣΤΕΛΕΧΩΝ ΤΗΣ ΑΧΕΠΑ	[48, 363, 379, 456]
article-body: ΑΘΗΝΑΙ, 12. — Τὸ νέον διοικητικὸν συμβούλιον τῆς Συνομοσπονδίας Συλλόγων Γονέων συνῆλθεν εἰς πρώτην συνεδρίασιν καὶ κατηρτίσθη εἰς σῶμα.	[780, 1869, 959, 1925]
article-body: ΑΘΗΝΑΙ, 12. — Ἀμερικανὸς ἐπισκέπτης δηλώνει ὅτι ἡ ἐλευθερία εἰς τὴν Ἑλλάδα εἶναι γεγονὸς ἀναμφισβήτητον.	[1187, 1509, 1362, 1554]
column-rule	[421, 39, 422, 2329]
article-body: ΑΘΗΝΑΙ, 12. — Ἡ ἐπιτυχία τῆς φετεινῆς Διεθνοῦς Ἐκθέσεως Θεσσαλονίκης προβλέπεται ἰδιαιτέρως ἐντυπωσιακή. Μέχρι σήμερον ἔχουν δηλώσει συμμετοχὴν περισσότερα ἀπὸ τριάκοντα κράτη καὶ ἑκατοντάδες ἑλληνικῶν ἐπιχειρήσεων. Ἡ διοίκησις τῆς Ἐκθέσεως προβαίνει εἰς τὴν ὀργάνωσιν εἰδικῶν περιπτέρων καὶ ἐκδηλώσεων.	[12, 741, 209, 840]
lead-banner	[592, 39, 1175, 285]
article-body: ΑΘΗΝΑΙ, 12. — Ἡ ἐπιτυχία τῆς φετεινῆς Διεθνοῦς Ἐκθέσεως Θεσσαλονίκης προβλέπεται ἰδιαιτέρως ἐντυπωσιακή. Μέχρι σήμερον ἔχουν δηλώσει συμμετοχὴν περισσότερα ἀπὸ τριάκοντα κράτη καὶ ἑκατοντάδες ἑλληνικῶν ἐπιχειρήσεων. Ἡ διοίκησις τῆς Ἐκθέσεως προβαίνει εἰς τὴν ὀργάνωσιν εἰδικῶν περιπτέρων καὶ ἐκδηλώσεων.	[12, 460, 416, 631]
headline-teachers: ΕΝΕΚΡΙΘΗΣΑΝ ΤΑ ΠΕΠΡΑΓΜΕΝΑ ΤΗΣ ΟΜΟΣΠΟΝΔΙΑΣ ΤΩΝ ΔΙΔΑΣΚΑΛΩΝ	[443, 44, 564, 94]
headline-adamopoulos: Ο Κ. ΑΔΑΜΟΠΟΥΛΟΣ ΕΙΣ ΤΑΣ ΣΕΡΡΑΣ	[429, 1083, 578, 1110]
headline-trial: ΑΠΕΡΡΙΦΘΗ Η ΑΙΤΗΣΙΣ ΕΠΑΝΑΛΗΨΕΩΣ ΤΗΣ ΔΙΚΗΣ ΚΑΤΑΔΙΚΑΣΘΕΝΤΟΣ ΦΟΝΕΩΣ	[435, 620, 572, 682]
headline-psychologists: ΠΡΟΣΛΗΨΙΣ ΨΥΧΟΛΟΓΩΝ	[427, 1021, 580, 1035]
article-body: Ἐκ τῶν τροχαίων δυστυχημάτων τῶν τελευταίων εἰκοσιτετραώρων ἐσημειώθησαν δύο νεκροὶ καὶ πέντε τραυματίαι εἰς διάφορα σημεῖα τῆς χώρας. Αἱ ἁρμόδιαι ἀρχαὶ διενεργοῦν ἀνακρίσεις.	[219, 1208, 416, 1264]
lead-subheadline: Ἀσχολοῦνται ἐκτενῶς «Τάϊμς», «Γκάρντιαν»	[670, 289, 1097, 347]
article-body: ΑΘΗΝΑΙ, 12. — Τὸ διαρκὲς στρατοδικεῖον κατεδίκασε στρατιώτην ὁ ὁποῖος ἠρνήθη νὰ λάβῃ ὅπλον.	[978, 1458, 1174, 1491]
headline-pattakos: Ο Κ. ΠΑΤΤΑΚΟΣ ΕΠΙ ΚΕΦΑΛΗΣ ΚΛΙΜΑΚΙΟΥ ΕΞ ΥΠΟΥΡΓΩΝ ΜΕΤΕΒΗ ΕΙΣ ΚΡΗΤΗΝ ΠΡΟΣ ΕΞΕΤΑΣΙΝ ΤΟΠΙΚΩΝ ΘΕΜΑΤΩΝ	[1223, 108, 1521, 178]
headline-holevas: ΑΙ ΔΗΛΩΣΕΙΣ ΤΟΥ Κ. ΧΟΛΕΒΑ	[443, 1232, 564, 1258]
headline-pesticides: ΑΠΕΛΕΥΘΕΡΩΣΙΣ Η ΕΛΕΥΘΕΡΑ ΕΙΣΑΓΩΓΗ ΦΥΤΟΦΑΡΜΑΚΩΝ ΔΙΑ ΤΗΝ ΚΑΤΑΠΟΛΕΜΗΣΙΝ ΤΟΥ ΠΡΑΣΙΝΟΥ ΣΚΩΛΗΚΟΣ	[56, 935, 371, 1028]
headline-found-money: ΑΝΕΥΡΩΝ ΧΡΗΜΑΤΑ ΚΑΙ ΤΑ ΠΑΡΕΔΩΣΑΝ	[993, 1576, 1159, 1603]
article-body: ΑΘΗΝΑΙ, 12. — Τὰ ἀθηναϊκὰ πρακτορεῖα μεταδίδουν εὐμενῆ σχόλια ξένων ἐφημερίδων περὶ τῆς ἐπικρατούσης ἐν Ἑλλάδι καταστάσεως καὶ τῆς προόδου τῆς χώρας.	[592, 1688, 771, 1755]
article-body: Αἱ τιμαὶ τῶν κουρευτικῶν δικαιωμάτων καθωρίσθησαν ὡς ἑξῆς.	[427, 1187, 580, 1221]
headline-fishing-loans: ΔΑΝΕΙΑ ΔΙ' ΑΓΟΡΑΝ ΜΕΤΑΣΚΕΥΗΝ ΑΛΙΕΥΤΙΚΩΝ ΣΚΑΦΩΝ	[1387, 1562, 1547, 1601]
article-body: ΑΘΗΝΑΙ, 12. — Ἡ ὁμογενειακὴ ἐφημερὶς τῆς Νέας Ὑόρκης «Ἀτλαντὶς» γράφει ὅτι τὰ συγχαρητήρια πρὸς τὴν κυβέρνησιν διὰ τὴν οἰκονομικὴν πολιτικὴν εἶναι δικαιολογημένα, δεδομένου ὅτι ἐπετεύχθη σταθερότης καὶ ἀνάπτυξις.	[780, 1400, 959, 1478]
subheading: Ο ΒΡΕΤΑΝΝΙΚΟΣ ΤΥΠΟΣ	[811, 784, 956, 798]
subheading: «ΤΑΪΜΣ» ΚΑΙ «ΓΚΑΡΝΤΙΑΝ»	[802, 960, 965, 973]
article-body: ΛΕΥΚΩΣΙΑ, 12. — Ναὸς τοῦ ὀγδόου π.Χ. αἰῶνος ἀνεκαλύφθη εἰς Κίτιον Κύπρου κατὰ τὰς ἀνασκαφὰς τῆς Ἀρχαιολογικῆς Ὑπηρεσίας. Οἱ εἰδικοὶ ἐπιστήμονες μελετοῦν τὰ εὑρήματα τὰ ὁποῖα θεωροῦνται ἐξαιρετικῆς σημασίας διὰ τὴν ἱστορίαν τῆς νήσου.	[1187, 1269, 1367, 1348]
article-body: ΑΘΗΝΑΙ, 12. — Ἀμερικανὸς ἐπισκέπτης δηλώνει ὅτι ἡ ἐλευθερία εἰς τὴν Ἑλλάδα εἶναι γεγονὸς ἀναμφισβήτητον.	[1187, 1460, 1362, 1504]
article-body: ΑΘΗΝΑΙ, 12. — Διὰ βουλεύματος τοῦ συμβουλίου πλημμελειοδικῶν ἀπηλλάγησαν τῆς κατηγορίας ἡ Σοφία Παρθένη καὶ ὁ διαχειριστὴς τῆς περιουσίας της.	[427, 323, 580, 390]
headline-exhibition: ΙΔΙΑΙΤΕΡΟΣ ΕΝΤΥΠΩΣΙΑΚΗ ΠΡΟΒΛΕΠΕΤΑΙ ΔΙ' ΕΦΕΤΟΣ Η ΕΠΙΤΥΧΙΑ ΤΗΣ ΔΙΕΘΝΟΥΣ ΕΚΘΕΣΕΩΣ ΘΕΣΣΑΛΟΝΙΚΗΣ	[74, 643, 354, 737]
article-body: ΑΘΗΝΑΙ, 12. — Δύο ἐξ τῶν μεγαλυτέρων ἰταλικῶν ἐφημερίδων συσχετίζουν τὴν ἀπόφασιν περὶ χορηγήσεως δανείου 10.000.000 δολλαρίων πρὸς τὴν Ἑλλάδα μὲ τὴν καλὴν οἰκονομικὴν κατάστασιν τῆς χώρας, τονίζουσαι τὴν ἐμπιστοσύνην τῶν διεθνῶν οἰκονομικῶν κύκλων.	[1376, 1086, 1557, 1175]
article-body: ΑΘΗΝΑΙ, 12. — Κατόπιν μακρᾶς νόσου ἀπεβίωσεν εἰς τὰς Ἡνωμένας Πολιτείας ὁ ὁμογενὴς Σωκράτης Σεκλιζιώτης, ἐκ τῶν ἡγετικῶν στελεχῶν τῆς ΑΧΕΠΑ καὶ ἀπὸ μακροῦ χρόνου ἀγωνιστὴς τῶν ἐθνικῶν θεμάτων. Ὁ ἐκλιπὼν ὑπῆρξεν ἐκ τῶν ἱδρυτῶν πολλῶν κοινοτήτων καὶ συλλόγων τῆς ὁμογενείας καὶ ἀνέπτυξε πλουσίαν δρᾶσιν ὑπὲρ τῆς Ἑλλάδος κατὰ τὰ δύσκολα ἔτη.	[219, 240, 416, 351]
article-body: ΑΘΗΝΑΙ, 12. — Δύο παιδιὰ ἀνεῦρον χρήματα καὶ τὰ παρέδωσαν εἰς τὴν ἀστυνομίαν.	[978, 1607, 1174, 1640]
article-body: ΑΘΗΝΑΙ, 12. — Τὸ ὑπουργεῖον Γεωργίας ἀνεκοίνωσεν ὅτι ἀπελευθεροῦται ἡ εἰσαγωγὴ φυτοφαρμάκων διὰ τὴν καταπολέμησιν τοῦ πρασίνου σκώληκος τοῦ βάμβακος, συμφώνως πρὸς ἀπόφασιν τῆς ἁρμοδίας ἐπιτροπῆς.	[12, 1032, 209, 1099]
headline-family: ΠΡΟΧΩΡΕΙ ΔΙΑ ΛΟΓΟΥΣ ΟΙΚΟΓΕΝΕΙΑΚΟΥΣ	[433, 851, 574, 876]
lead-headline-line: ΣΧΟΛΙΑΖΕΙ ΤΟ ΣΧΕΔΙΟΝ ΣΥΝΤΑΓΜΑΤΟΣ	[689, 120, 1078, 203]
article-body: ΑΘΗΝΑΙ, 12. — Κατόπιν μακρᾶς νόσου ἀπεβίωσεν εἰς τὰς Ἡνωμένας Πολιτείας ὁ ὁμογενὴς Σωκράτης Σεκλιζιώτης, ἐκ τῶν ἡγετικῶν στελεχῶν τῆς ΑΧΕΠΑ καὶ ἀπὸ μακροῦ χρόνου ἀγωνιστὴς τῶν ἐθνικῶν θεμάτων. Ὁ ἐκλιπὼν ὑπῆρξεν ἐκ τῶν ἱδρυτῶν πολλῶν κοινοτήτων καὶ συλλόγων τῆς ὁμογενείας καὶ ἀνέπτυξε πλουσίαν δρᾶσιν ὑπὲρ τῆς Ἑλλάδος κατὰ τὰ δύσκολα ἔτη.	[12, 460, 209, 571]
headline-thrakiki: Η "ΘΡΑΚΙΚΗ ΕΣΤΙΑ"	[1017, 1651, 1135, 1665]
article-body: ΑΘΗΝΑΙ, 12. — Δύο παιδιὰ ἀνεῦρον χρήματα καὶ τὰ παρέδωσαν εἰς τὴν ἀστυνομίαν.	[978, 1668, 1174, 1702]
article-body: ΑΘΗΝΑΙ, 12. — Ὁ γενικὸς δείκτης λιανικῶν πωλήσεων εἰς Ἀθήνας καὶ Πειραιᾶ παρουσίασεν αὔξησιν κατὰ τὸν μῆνα Ἀπρίλιον.	[1376, 1507, 1557, 1551]
headline-gkantonas: Ο Κ. ΓΚΑΝΤΩΝΑΣ ΕΚΗΡΥΞΕ ΤΗΝ ΕΝΑΡΞΙΝ ΤΟΥ ΣΕΜΙΝΑΡΙΟΥ ΤΩΝ ΦΟΙΤΗΤΩΝ ΕΝ ΟΨΕΙ ΤΗΣ ΕΞΟΡΜΗΣΕΩΣ ΕΙΣ ΤΑ ΧΩΡΙΑ	[57, 39, 370, 131]
article-body: Ὑπεραγνῆθη σήμερον εἰς τὸ ἀμφιθέατρον τοῦ Πανεπιστημίου Ἀθηνῶν ἡ ἔναρξις τοῦ σεμιναρίου τῶν φοιτητῶν, οἱ ὁποῖοι θὰ μεταβοῦν εἰς τὰ χωρία διὰ τὴν ἐξόρμησιν. Ὁμίλησε ὁ κ. Γκαντώνας τονίσας τὴν σημασίαν τῆς προσπαθείας διὰ τὴν ἀνάπτυξιν τῆς ὑπαίθρου καὶ τὴν ἐπαφὴν τῆς νεολαίας μὲ τὰ προβλήματα τοῦ ἀγροτικοῦ πληθυσμοῦ. Τὸ σεμινάριον θὰ διαρκέσῃ μίαν ἑβδομάδα καὶ θὰ περιλαμβάνῃ διαλέξεις καὶ πρακτικὰς ἀσκήσεις ὑπὸ τὴν ἐποπτείαν καθηγητῶν καὶ εἰδικῶν ἐπιστημόνων.	[12, 741, 416, 923]
article-body: ΑΘΗΝΑΙ, 12. — Κατὰ τὰς ἐργασίας τῆς γενικῆς συνελεύσεως τῆς Διδασκαλικῆς Ὁμοσπονδίας ἐνεκρίθησαν τὰ πεπραγμένα τοῦ διοικητικοῦ συμβουλίου καὶ ἐξελέγη νέα διοίκησις.	[427, 180, 580, 259]
headline-earthquake-aid: ΕΙΣΦΟΡΑΙ ΜΑΘΗΤΩΝ ΥΠΕΡ ΣΕΙΣΜΟΠΑΘΩΝ	[1194, 1011, 1354, 1036]
headline-parents: ΣΥΝΗΛΘΕΝ ΕΙΣ ΑΘΗΝΑΣ Η ΝΕΑ ΔΙΟΙΚΗΣΙΣ ΤΗΣ ΣΥΝΟΜΟΣΠΟΝΔΙΑΣ ΣΥΛΛΟΓΩΝ ΓΟΝΕΩΝ	[646, 1772, 906, 1866]
article-body: ΣΥΝΕΧΕΙΑ ἐκ τῆς 1ης σελίδος. Ὁ διεθνὴς τύπος σχολιάζει εὐρέως τὸ σχέδιον τοῦ νέου Συντάγματος, τονίζων τὰς καινοτομίας αἱ ὁποῖαι ἐπενεχθησαν καὶ ἐξάρων τὴν προσπάθειαν τῆς κυβερνήσεως διὰ τὴν σταθερότητα καὶ τὴν ἀνάπτυξιν. Αἱ ἐφημερίδες «Τάϊμς» καὶ «Γκάρντιαν» ἀφιερώνουν ἐκτενῆ ἄρθρα, ἐνῷ τὸ «Μπὶ Μπὶ Σὶ» μετέδωσεν εἰδικὴν ἐκπομπήν. Αἱ γερμανικαὶ ἐφημερίδες ἀναλύουν τὰς διατάξεις περὶ ἐκτελεστικῆς ἐξουσίας καὶ περὶ ἀτομικῶν δικαιωμάτων, σημειώνουσαι τὴν σημασίαν τοῦ δημοψηφίσματος.	[592, 791, 780, 946]
article-body: ΑΘΗΝΑΙ, 12. — Τὸ ὑπουργεῖον Γεωργίας ἀνεκοίνωσεν ὅτι ἀπελευθεροῦται ἡ εἰσαγωγὴ φυτοφαρμάκων διὰ τὴν καταπολέμησιν τοῦ πρασίνου σκώληκος τοῦ βάμβακος, συμφώνως πρὸς ἀπόφασιν τῆς ἁρμοδίας ἐπιτροπῆς.	[219, 1032, 416, 1099]
headline-kition-temple: ΝΑΟΣ ΤΟΥ ΟΓΔΟΟΥ ΠΡΟ ΧΡΙΣΤΟΥ ΑΙΩΝΟΣ ΑΝΑΚΑΛΥΦΘΕΙΣ ΕΙΣ ΚΙΤΙΟΝ ΚΥΠΡΟΥ ΜΕΛΕΤΑΤΑΙ ΥΠΟ ΤΩΝ ΕΙΔΙΚΩΝ ΕΠΙΣΤΗΜΟΝΩΝ	[1222, 1192, 1522, 1266]
article-body: ΣΥΝΕΧΕΙΑ ἐκ τῆς 1ης σελίδος. Ὁ διεθνὴς τύπος σχολιάζει εὐρέως τὸ σχέδιον τοῦ νέου Συντάγματος, τονίζων τὰς καινοτομίας αἱ ὁποῖαι ἐπενεχθησαν καὶ ἐξάρων τὴν προσπάθειαν τῆς κυβερνήσεως διὰ τὴν σταθερότητα καὶ τὴν ἀνάπτυξιν. Αἱ ἐφημερίδες «Τάϊμς» καὶ «Γκάρντιαν» ἀφιερώνουν ἐκτενῆ ἄρθρα, ἐνῷ τὸ «Μπὶ Μπὶ Σὶ» μετέδωσεν εἰδικὴν ἐκπομπήν. Αἱ γερμανικαὶ ἐφημερίδες ἀναλύουν τὰς διατάξεις περὶ ἐκτελεστικῆς ἐξουσίας καὶ περὶ ἀτομικῶν δικαιωμάτων, σημειώνουσαι τὴν σημασίαν τοῦ δημοψηφίσματος.	[987, 785, 1175, 939]
